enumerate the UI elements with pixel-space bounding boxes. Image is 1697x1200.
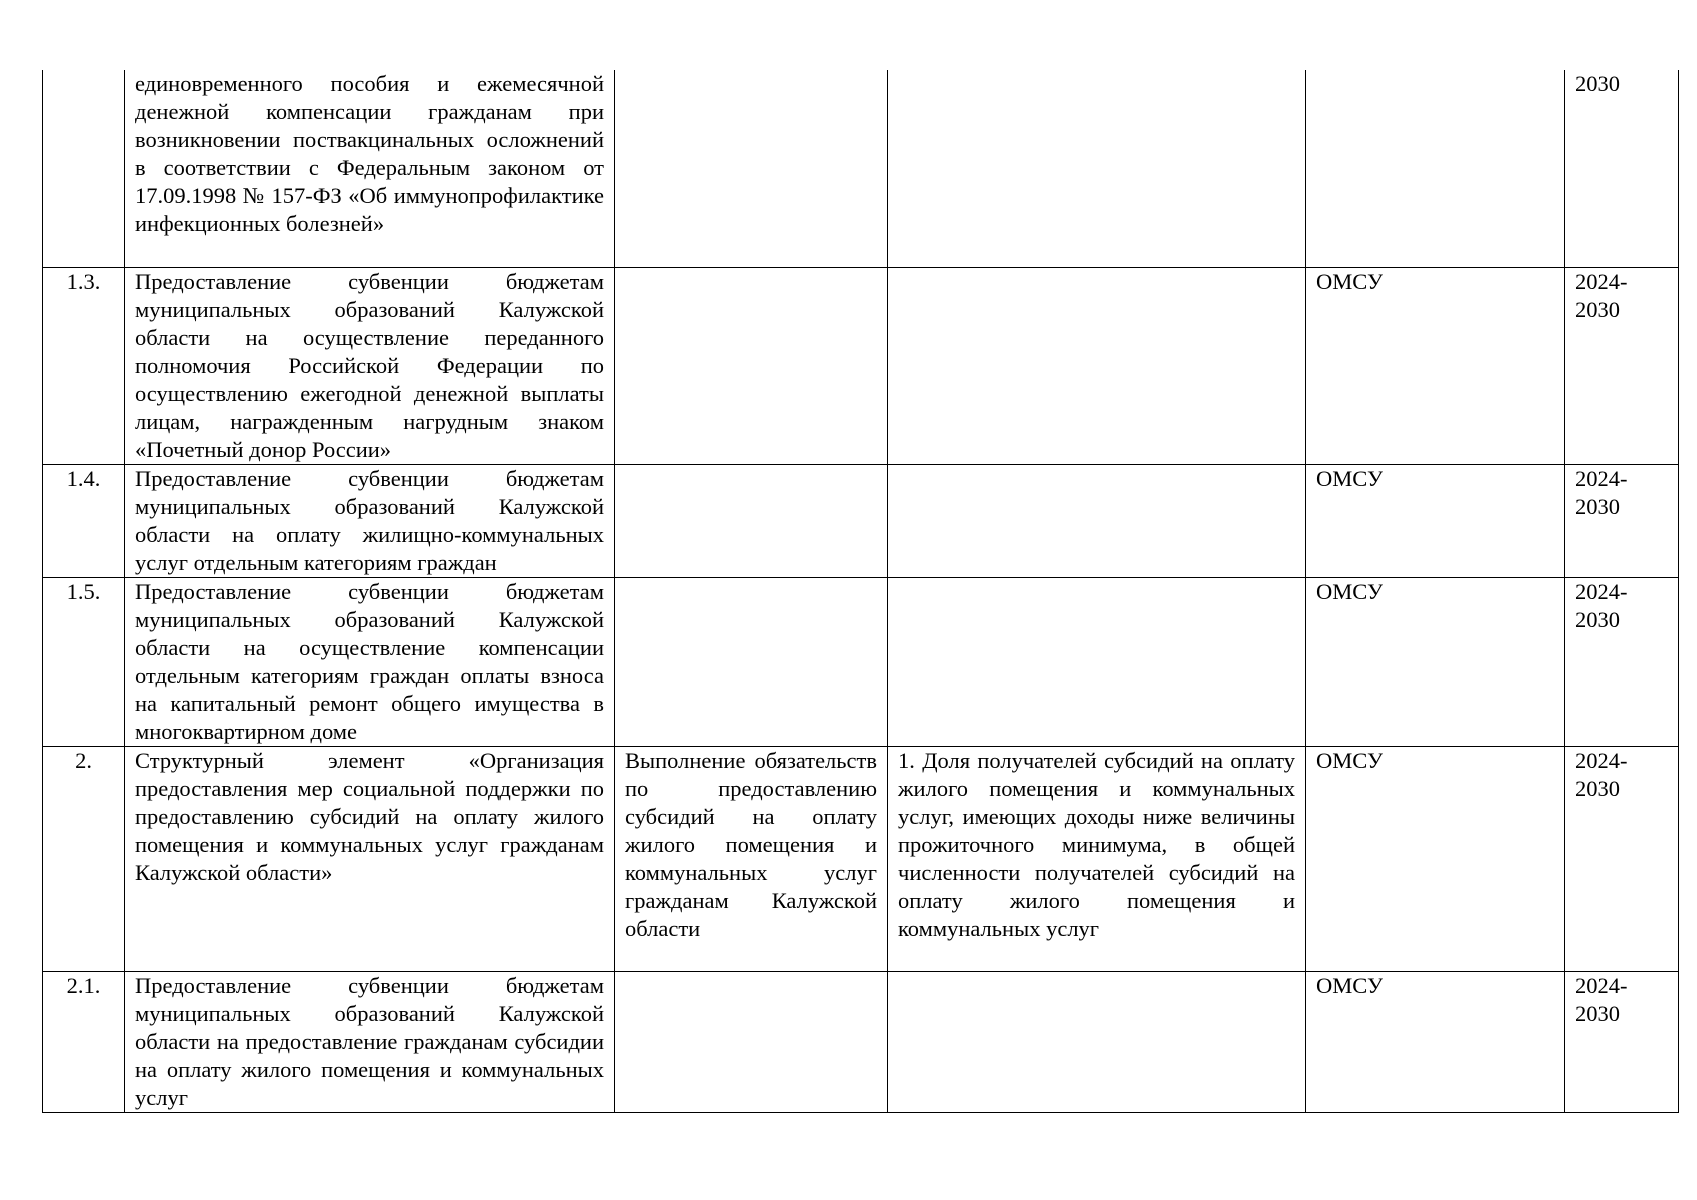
executor-cell [1306, 577, 1565, 746]
executor-cell [1306, 464, 1565, 577]
executor-cell [1306, 971, 1565, 1112]
indicator-cell [888, 70, 1306, 267]
table-row [43, 464, 1679, 577]
table-row [43, 267, 1679, 464]
task-cell [615, 70, 888, 267]
row-number: 1.4. [66, 465, 101, 491]
period-text: 2024-2030 [1575, 972, 1628, 1026]
period-cell [1565, 267, 1679, 464]
task-cell [615, 971, 888, 1112]
measure-name-cell [125, 577, 615, 746]
executor-text: ОМСУ [1316, 268, 1383, 294]
indicator-cell [888, 577, 1306, 746]
table-row [43, 577, 1679, 746]
measures-table-body [43, 70, 1679, 1112]
row-number-cell [43, 577, 125, 746]
period-text: 2024-2030 [1575, 578, 1628, 632]
row-number-cell [43, 70, 125, 267]
executor-text: ОМСУ [1316, 747, 1383, 773]
measure-name-cell [125, 464, 615, 577]
row-number-cell [43, 971, 125, 1112]
row-number: 1.5. [66, 578, 101, 604]
task-cell [615, 267, 888, 464]
task-text: Выполнение обязательств по предоставлению субсидий на оплату жилого помещения и коммунальных услуг гражданам Калужской области [625, 747, 877, 941]
indicator-cell [888, 971, 1306, 1112]
row-number-cell [43, 746, 125, 971]
indicator-cell [888, 464, 1306, 577]
period-text: 2024-2030 [1575, 268, 1628, 322]
measure-name: Предоставление субвенции бюджетам муниципальных образований Калужской области на осуществление компенсации отдельным категориям граждан оплаты взноса на капитальный ремонт общего имущества в многоквартирном доме [135, 578, 604, 744]
row-number-cell [43, 464, 125, 577]
executor-text: ОМСУ [1316, 465, 1383, 491]
executor-text: ОМСУ [1316, 578, 1383, 604]
period-cell [1565, 70, 1679, 267]
period-text: 2024-2030 [1575, 465, 1628, 519]
measure-name-cell [125, 971, 615, 1112]
table-row [43, 70, 1679, 267]
indicator-cell [888, 267, 1306, 464]
period-cell [1565, 464, 1679, 577]
period-text: 2030 [1575, 71, 1620, 96]
period-cell [1565, 577, 1679, 746]
indicator-text: 1. Доля получателей субсидий на оплату жилого помещения и коммунальных услуг, имеющих доходы ниже величины прожиточного минимума, в общей численности получателей субсидий на оплату жилого помещения и коммунальных услуг [898, 747, 1295, 941]
measure-name: единовременного пособия и ежемесячной денежной компенсации гражданам при возникновении поствакцинальных осложнений в соответствии с Федеральным законом от 17.09.1998 № 157-ФЗ «Об иммунопрофилактике инфекционных болезней» [135, 71, 604, 236]
task-cell [615, 577, 888, 746]
indicator-cell [888, 746, 1306, 971]
executor-cell [1306, 746, 1565, 971]
measure-name: Предоставление субвенции бюджетам муниципальных образований Калужской области на оплату жилищно-коммунальных услуг отдельным категориям граждан [135, 465, 604, 575]
executor-cell [1306, 267, 1565, 464]
measure-name-cell [125, 70, 615, 267]
row-number: 1.3. [66, 268, 101, 294]
measure-name-cell [125, 746, 615, 971]
measure-name: Структурный элемент «Организация предоставления мер социальной поддержки по предоставлению субсидий на оплату жилого помещения и коммунальных услуг гражданам Калужской области» [135, 747, 604, 885]
row-number: 2. [75, 747, 92, 773]
measure-name-cell [125, 267, 615, 464]
executor-text: ОМСУ [1316, 972, 1383, 998]
task-cell [615, 464, 888, 577]
executor-cell [1306, 70, 1565, 267]
measure-name: Предоставление субвенции бюджетам муниципальных образований Калужской области на осуществление переданного полномочия Российской Федерации по осуществлению ежегодной денежной выплаты лицам, награжденным нагрудным знаком «Почетный донор России» [135, 268, 604, 462]
measure-name: Предоставление субвенции бюджетам муниципальных образований Калужской области на предоставление гражданам субсидии на оплату жилого помещения и коммунальных услуг [135, 972, 604, 1110]
table-row [43, 971, 1679, 1112]
period-cell [1565, 971, 1679, 1112]
period-cell [1565, 746, 1679, 971]
measures-table [42, 70, 1679, 1113]
row-number: 2.1. [66, 972, 101, 998]
row-number-cell [43, 267, 125, 464]
period-text: 2024-2030 [1575, 747, 1628, 801]
task-cell [615, 746, 888, 971]
table-row [43, 746, 1679, 971]
